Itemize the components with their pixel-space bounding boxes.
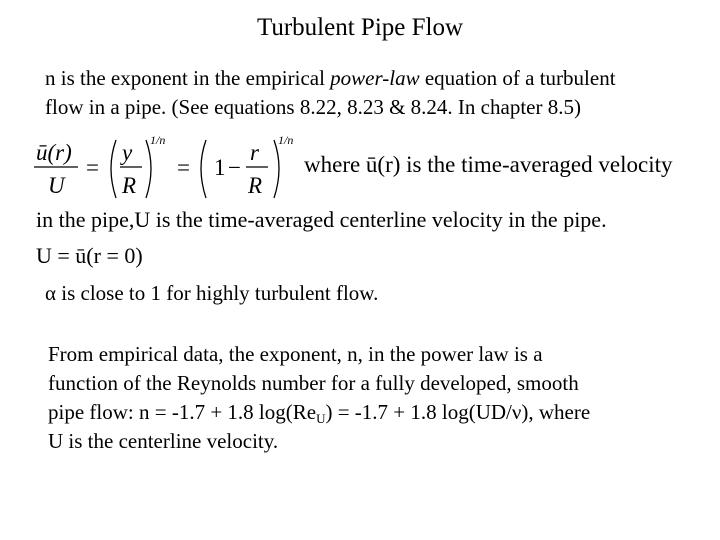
eq-left-paren-1 [111, 140, 116, 198]
intro-line-2: flow in a pipe. (See equations 8.22, 8.23 & 8.24. In chapter 8.5) [45, 95, 581, 119]
para-line-3-b: ) = -1.7 + 1.8 log(UD/ν), where [325, 400, 591, 424]
eq-minus: − [228, 155, 241, 180]
alpha-line [45, 281, 378, 306]
para-line-4: U is the centerline velocity. [48, 429, 279, 453]
power-law-equation [34, 134, 324, 204]
eq-exponent-1: 1/n [150, 134, 166, 147]
eq-right-paren-2 [274, 140, 279, 198]
alpha-text: is close to 1 for highly turbulent flow. [56, 281, 379, 305]
eq-equals-1: = [86, 155, 99, 180]
eq-denominator-r-2: R [248, 173, 263, 198]
where-continuation: in the pipe,U is the time-averaged centerline velocity in the pipe. [36, 207, 607, 232]
u-definition: U = ū(r = 0) [36, 243, 143, 268]
eq-exponent-2: 1/n [278, 134, 294, 147]
eq-denominator-r-1: R [122, 173, 137, 198]
intro-emphasis: power-law [330, 66, 420, 90]
para-line-1: From empirical data, the exponent, n, in the power law is a [48, 342, 543, 366]
intro-text-a: n is the exponent in the empirical [45, 66, 331, 90]
eq-right-paren-1 [146, 140, 151, 198]
intro-line-1 [45, 66, 616, 91]
intro-text-b: equation of a turbulent [419, 66, 616, 90]
eq-numerator-r: r [250, 140, 259, 165]
eq-equals-2: = [177, 155, 190, 180]
alpha-symbol: α [45, 281, 57, 305]
eq-denominator-u: U [48, 173, 65, 198]
slide-title: Turbulent Pipe Flow [256, 14, 464, 41]
para-line-2: function of the Reynolds number for a fully developed, smooth [48, 371, 579, 395]
eq-left-paren-2 [201, 140, 206, 198]
eq-numerator-y: y [122, 140, 133, 165]
eq-numerator-u-r: ū(r) [36, 140, 72, 165]
para-line-3-a: pipe flow: n = -1.7 + 1.8 log(Re [48, 400, 317, 424]
eq-one: 1 [214, 155, 226, 180]
para-line-3 [48, 400, 590, 427]
reynolds-subscript: U [316, 411, 326, 426]
where-text: where ū(r) is the time-averaged velocity [304, 152, 673, 177]
